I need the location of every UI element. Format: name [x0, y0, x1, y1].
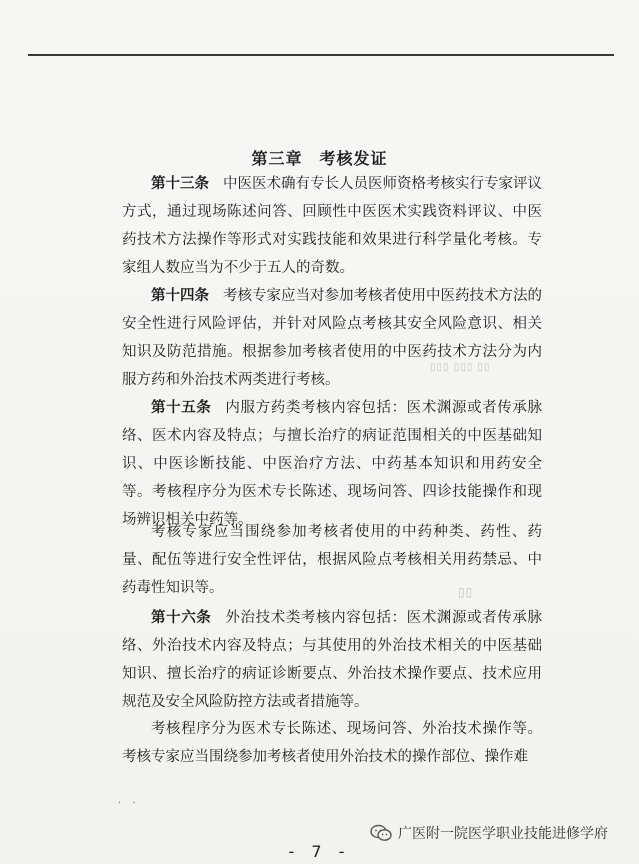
article-15-continuation-paragraph — [122, 518, 542, 602]
article-label: 第十三条 — [151, 175, 209, 192]
article-label: 第十四条 — [151, 287, 209, 304]
wechat-watermark — [370, 823, 608, 843]
bleed-through-mark: ▯▯ — [458, 585, 474, 599]
wechat-icon — [370, 824, 392, 842]
article-text: 内服方药类考核内容包括：医术渊源或者传承脉络、医术内容及特点；与擅长治疗的病证范围相关的中医基础知识、中医诊断技能、中医治疗方法、中药基本知识和用药安全等。考核程序分为医术专长陈述、现场问答、四诊技能操作和现场辨识相关中药等。 — [122, 400, 543, 528]
watermark-text: 广医附一院医学职业技能进修学府 — [398, 826, 608, 842]
article-label: 第十六条 — [151, 609, 212, 626]
article-16-paragraph — [122, 604, 542, 716]
article-16-continuation-paragraph — [122, 715, 542, 771]
article-text: 考核专家应当对参加考核者使用中医药技术方法的安全性进行风险评估，并针对风险点考核其安全风险意识、相关知识及防范措施。根据参加考核者使用的中医药技术方法分为内服方药和外治技术两类进行考核。 — [122, 288, 542, 388]
article-text: 中医医术确有专长人员医师资格考核实行专家评议方式，通过现场陈述问答、回顾性中医医术实践资料评议、中医药技术方法操作等形式对实践技能和效果进行科学量化考核。专家组人数应当为不少于五人的奇数。 — [122, 176, 542, 276]
top-border-line — [28, 54, 614, 56]
article-14-paragraph — [122, 282, 542, 394]
article-label: 第十五条 — [151, 399, 212, 416]
page-number: - 7 - — [288, 842, 351, 861]
article-13-paragraph — [122, 170, 542, 282]
article-15-paragraph — [122, 394, 542, 534]
chapter-title: 第三章 考核发证 — [251, 149, 388, 168]
bleed-through-text: ▯▯▯ ▯▯▯ ▯▯ — [430, 362, 491, 373]
paragraph-text: 考核专家应当围绕参加考核者使用的中药种类、药性、药量、配伍等进行安全性评估，根据风险点考核相关用药禁忌、中药毒性知识等。 — [122, 524, 542, 596]
paragraph-text: 考核程序分为医术专长陈述、现场问答、外治技术操作等。考核专家应当围绕参加考核者使用外治技术的操作部位、操作难 — [122, 721, 542, 765]
article-text: 外治技术类考核内容包括：医术渊源或者传承脉络、外治技术内容及特点；与其使用的外治技术相关的中医基础知识、擅长治疗的病证诊断要点、外治技术操作要点、技术应用规范及安全风险防控方法或者措施等。 — [122, 610, 543, 710]
scan-smudge: · · — [118, 798, 140, 809]
